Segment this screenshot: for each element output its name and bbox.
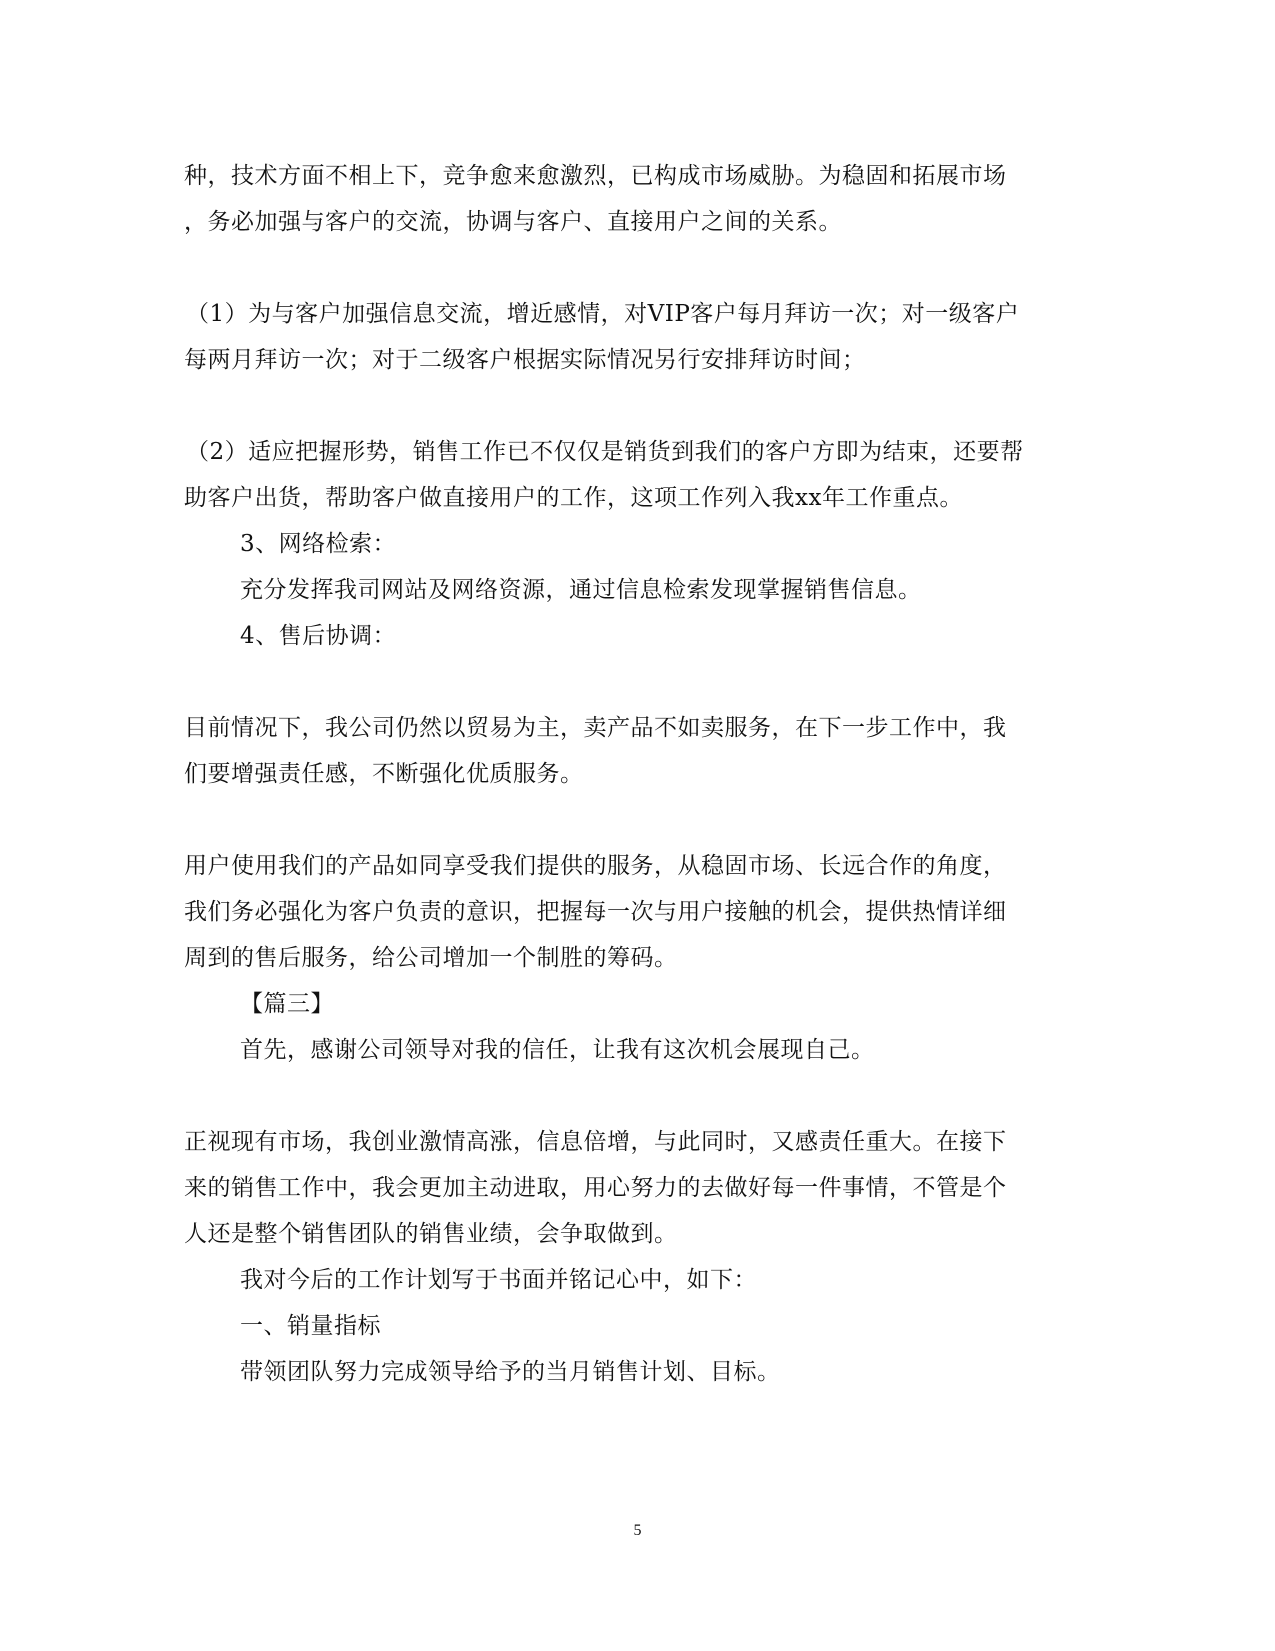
paragraph-line: 目前情况下，我公司仍然以贸易为主，卖产品不如卖服务，在下一步工作中，我 <box>184 715 1007 741</box>
paragraph-line: 充分发挥我司网站及网络资源，通过信息检索发现掌握销售信息。 <box>240 577 922 603</box>
paragraph-line: 来的销售工作中，我会更加主动进取，用心努力的去做好每一件事情，不管是个 <box>184 1175 1007 1201</box>
paragraph-line: 们要增强责任感，不断强化优质服务。 <box>184 761 584 787</box>
paragraph-line: 人还是整个销售团队的销售业绩，会争取做到。 <box>184 1221 678 1247</box>
list-item-1-line: 每两月拜访一次；对于二级客户根据实际情况另行安排拜访时间； <box>184 347 866 373</box>
list-item-1-line: （1）为与客户加强信息交流，增近感情，对VIP客户每月拜访一次；对一级客户 <box>186 301 1020 327</box>
paragraph-line: 正视现有市场，我创业激情高涨，信息倍增，与此同时，又感责任重大。在接下 <box>184 1129 1007 1155</box>
page-number: 5 <box>633 1522 642 1539</box>
paragraph-line: 我对今后的工作计划写于书面并铭记心中，如下： <box>240 1267 757 1293</box>
paragraph-line: 带领团队努力完成领导给予的当月销售计划、目标。 <box>240 1359 781 1385</box>
section-heading-after-sales: 4、售后协调： <box>240 623 397 649</box>
paragraph-line: ，务必加强与客户的交流，协调与客户、直接用户之间的关系。 <box>184 209 842 235</box>
chapter-heading: 【篇三】 <box>240 991 334 1017</box>
paragraph-line: 种，技术方面不相上下，竞争愈来愈激烈，已构成市场威胁。为稳固和拓展市场 <box>184 163 1007 189</box>
paragraph-line: 用户使用我们的产品如同享受我们提供的服务，从稳固市场、长远合作的角度， <box>184 853 1007 879</box>
section-heading-sales-target: 一、销量指标 <box>240 1313 381 1339</box>
section-heading-network-search: 3、网络检索： <box>240 531 397 557</box>
paragraph-line: 周到的售后服务，给公司增加一个制胜的筹码。 <box>184 945 678 971</box>
list-item-2-line: （2）适应把握形势，销售工作已不仅仅是销货到我们的客户方即为结束，还要帮 <box>186 439 1024 465</box>
paragraph-line: 首先，感谢公司领导对我的信任，让我有这次机会展现自己。 <box>240 1037 875 1063</box>
list-item-2-line: 助客户出货，帮助客户做直接用户的工作，这项工作列入我xx年工作重点。 <box>184 485 963 511</box>
paragraph-line: 我们务必强化为客户负责的意识，把握每一次与用户接触的机会，提供热情详细 <box>184 899 1007 925</box>
